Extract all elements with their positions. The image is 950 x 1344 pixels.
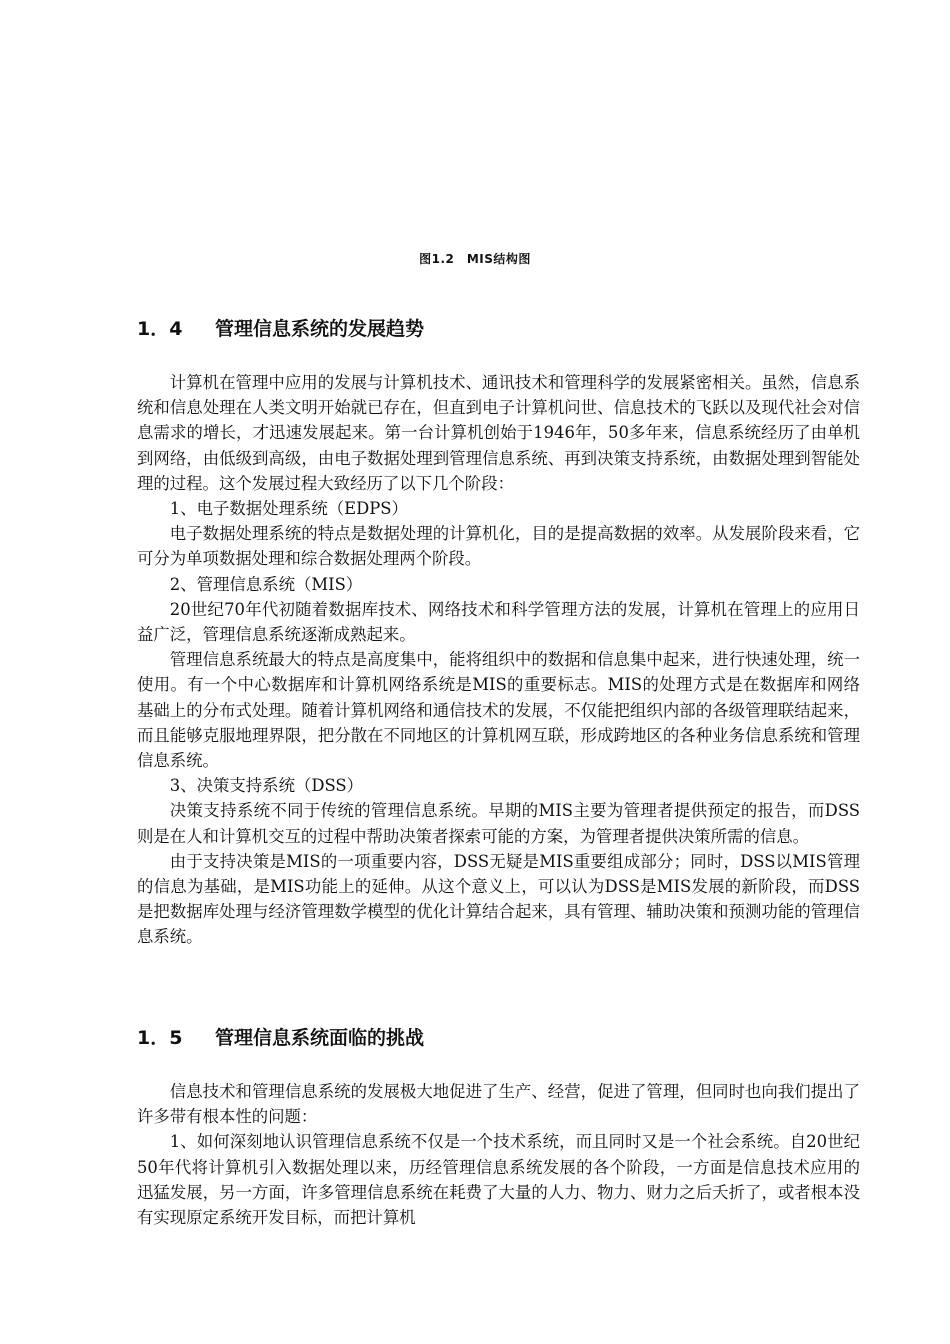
list-item-heading: 3、决策支持系统（DSS） bbox=[169, 776, 364, 796]
paragraph: 决策支持系统不同于传统的管理信息系统。早期的MIS主要为管理者提供预定的报告，而DSS则是在人和计算机交互的过程中帮助决策者探索可能的方案，为管理者提供决策所需的信息。 bbox=[137, 801, 860, 846]
paragraph: 管理信息系统最大的特点是高度集中，能将组织中的数据和信息集中起来，进行快速处理，统一使用。有一个中心数据库和计算机网络系统是MIS的重要标志。MIS的处理方式是在数据库和网络基础上的分布式处理。随着计算机网络和通信技术的发展，不仅能把组织内部的各级管理联结起来，而且能够克服地理界限，把分散在不同地区的计算机网互联，形成跨地区的各种业务信息系统和管理信息系统。 bbox=[137, 650, 860, 771]
paragraph: 1、如何深刻地认识管理信息系统不仅是一个技术系统，而且同时又是一个社会系统。自20世纪50年代将计算机引入数据处理以来，历经管理信息系统发展的各个阶段，一方面是信息技术应用的迅猛发展，另一方面，许多管理信息系统在耗费了大量的人力、物力、财力之后夭折了，或者根本没有实现原定系统开发目标，而把计算机 bbox=[137, 1132, 860, 1228]
list-item-heading: 1、电子数据处理系统（EDPS） bbox=[169, 499, 408, 519]
section-title: 管理信息系统面临的挑战 bbox=[215, 1027, 425, 1049]
paragraph: 计算机在管理中应用的发展与计算机技术、通讯技术和管理科学的发展紧密相关。虽然，信息系统和信息处理在人类文明开始就已存在，但直到电子计算机问世、信息技术的飞跃以及现代社会对信息需求的增长，才迅速发展起来。第一台计算机创始于1946年，50多年来，信息系统经历了由单机到网络，由低级到高级，由电子数据处理到管理信息系统、再到决策支持系统，由数据处理到智能处理的过程。这个发展过程大致经历了以下几个阶段： bbox=[137, 373, 860, 493]
section-body-1-4 bbox=[137, 370, 860, 950]
paragraph: 20世纪70年代初随着数据库技术、网络技术和科学管理方法的发展，计算机在管理上的应用日益广泛，管理信息系统逐渐成熟起来。 bbox=[137, 599, 860, 645]
section-number: 1．4 bbox=[137, 318, 183, 340]
figure-caption: 图1.2 MIS结构图 bbox=[419, 252, 531, 266]
section-body-1-5 bbox=[137, 1079, 860, 1230]
section-number: 1．5 bbox=[137, 1027, 183, 1049]
section-heading-1-4 bbox=[137, 314, 424, 341]
section-heading-1-5 bbox=[137, 1023, 424, 1050]
section-title: 管理信息系统的发展趋势 bbox=[215, 318, 425, 340]
list-item-heading: 2、管理信息系统（MIS） bbox=[169, 574, 363, 594]
paragraph: 信息技术和管理信息系统的发展极大地促进了生产、经营，促进了管理，但同时也向我们提出了许多带有根本性的问题： bbox=[137, 1082, 860, 1127]
paragraph: 电子数据处理系统的特点是数据处理的计算机化，目的是提高数据的效率。从发展阶段来看，它可分为单项数据处理和综合数据处理两个阶段。 bbox=[137, 524, 860, 569]
paragraph: 由于支持决策是MIS的一项重要内容，DSS无疑是MIS重要组成部分；同时，DSS以MIS管理的信息为基础，是MIS功能上的延伸。从这个意义上，可以认为DSS是MIS发展的新阶段，而DSS是把数据库处理与经济管理数学模型的优化计算结合起来，具有管理、辅助决策和预测功能的管理信息系统。 bbox=[137, 851, 860, 947]
